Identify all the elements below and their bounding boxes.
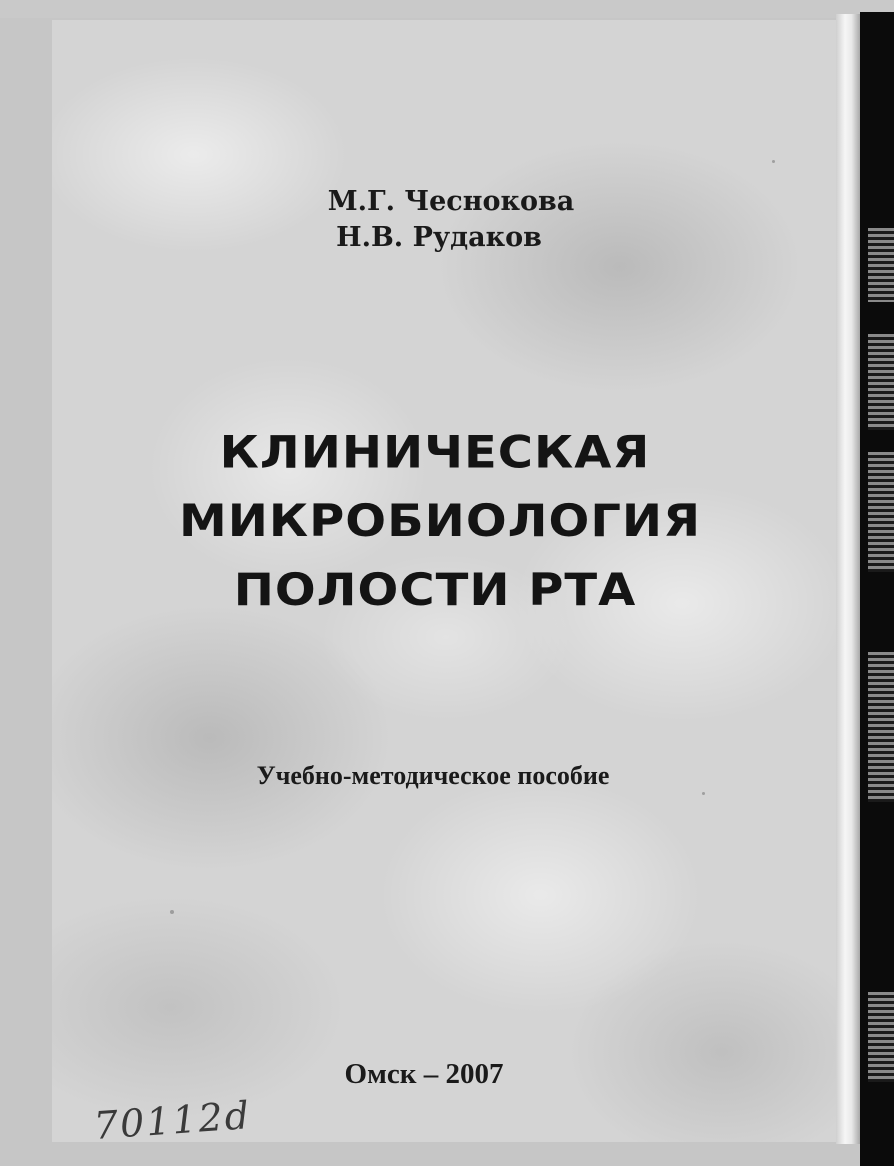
page-stack-stripe [868, 452, 894, 572]
author-1: М.Г. Чеснокова [327, 186, 575, 217]
scan-top-margin [0, 0, 894, 18]
dust-speck [170, 910, 174, 914]
publication-place-year: Омск – 2007 [344, 1058, 504, 1090]
authors-block [52, 184, 840, 256]
book-subtitle: Учебно-методическое пособие [256, 761, 610, 790]
title-line-2: МИКРОБИОЛОГИЯ [178, 495, 702, 548]
author-2: Н.В. Рудаков [336, 222, 542, 253]
handwritten-inventory-number: 70112d [92, 1093, 253, 1148]
page-stack-stripe [868, 652, 894, 802]
title-line-3: ПОЛОСТИ РТА [233, 564, 637, 617]
scanner-dark-border [860, 12, 894, 1166]
page-stack-stripe [868, 228, 894, 302]
book-title [52, 418, 840, 624]
cover-page [52, 20, 840, 1148]
book-page-edge [836, 14, 862, 1144]
dust-speck [772, 160, 775, 163]
title-line-1: КЛИНИЧЕСКАЯ [219, 426, 651, 479]
page-stack-stripe [868, 992, 894, 1082]
page-stack-stripe [868, 334, 894, 430]
dust-speck [702, 792, 705, 795]
